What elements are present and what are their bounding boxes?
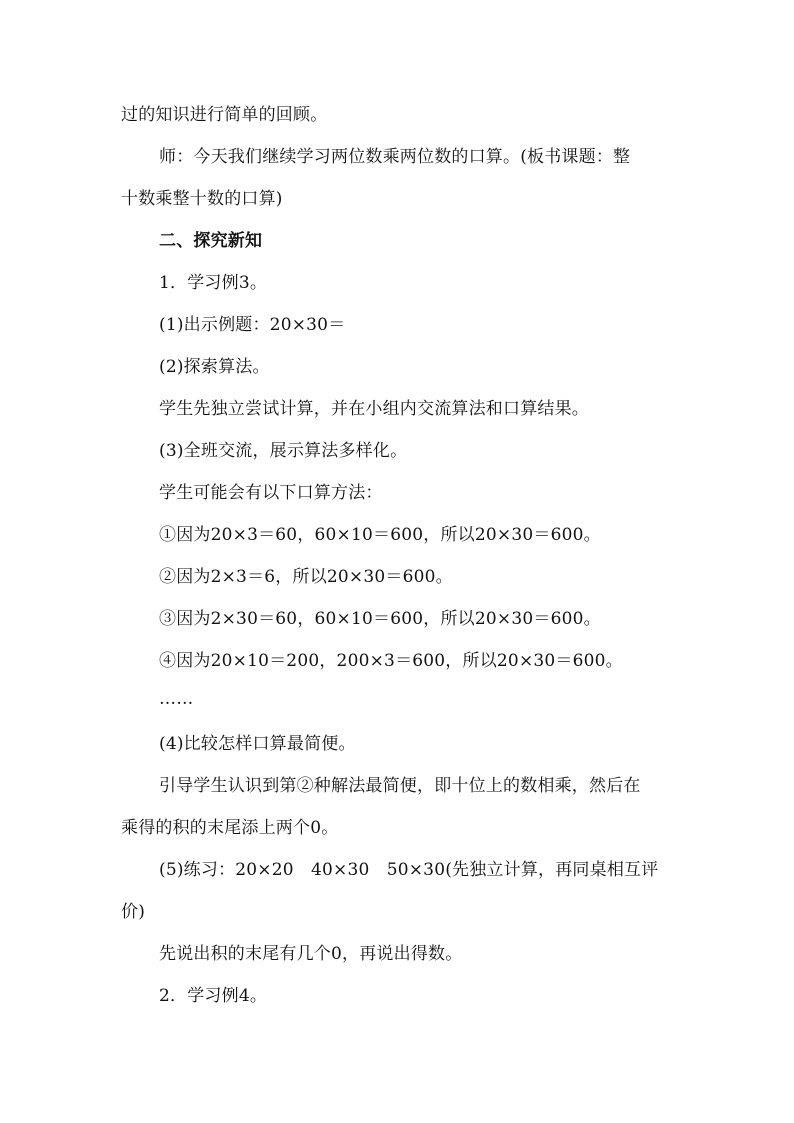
paragraph-possible-methods: 学生可能会有以下口算方法：: [159, 483, 383, 503]
paragraph-review: 过的知识进行简单的回顾。: [121, 105, 328, 125]
method-2: ②因为2×3＝6，所以20×30＝600。: [159, 567, 453, 587]
step-practice: (5)练习：20×20 40×30 50×30(先独立计算，再同桌相互评: [159, 860, 659, 880]
step-explore-method: (2)探索算法。: [159, 357, 270, 377]
paragraph-teacher-intro-cont: 十数乘整十数的口算): [121, 189, 283, 209]
paragraph-guide-cont: 乘得的积的末尾添上两个0。: [121, 818, 339, 838]
paragraph-students-try: 学生先独立尝试计算，并在小组内交流算法和口算结果。: [159, 399, 589, 419]
step-practice-cont: 价): [121, 902, 146, 922]
step-class-exchange: (3)全班交流，展示算法多样化。: [159, 441, 408, 461]
method-3: ③因为2×30＝60，60×10＝600，所以20×30＝600。: [159, 609, 601, 629]
method-4: ④因为20×10＝200，200×3＝600，所以20×30＝600。: [159, 651, 623, 671]
paragraph-teacher-intro: 师：今天我们继续学习两位数乘两位数的口算。(板书课题：整: [159, 147, 631, 167]
paragraph-say-zeros: 先说出积的末尾有几个0，再说出得数。: [159, 944, 463, 964]
section-heading-explore: 二、探究新知: [159, 231, 263, 251]
step-show-example: (1)出示例题：20×30＝: [159, 315, 346, 335]
paragraph-guide: 引导学生认识到第②种解法最简便，即十位上的数相乘，然后在: [159, 776, 641, 796]
ellipsis: ……: [159, 689, 194, 709]
item-example-3: 1．学习例3。: [159, 273, 268, 293]
item-example-4: 2．学习例4。: [159, 986, 268, 1006]
method-1: ①因为20×3＝60，60×10＝600，所以20×30＝600。: [159, 525, 601, 545]
step-compare: (4)比较怎样口算最简便。: [159, 734, 356, 754]
